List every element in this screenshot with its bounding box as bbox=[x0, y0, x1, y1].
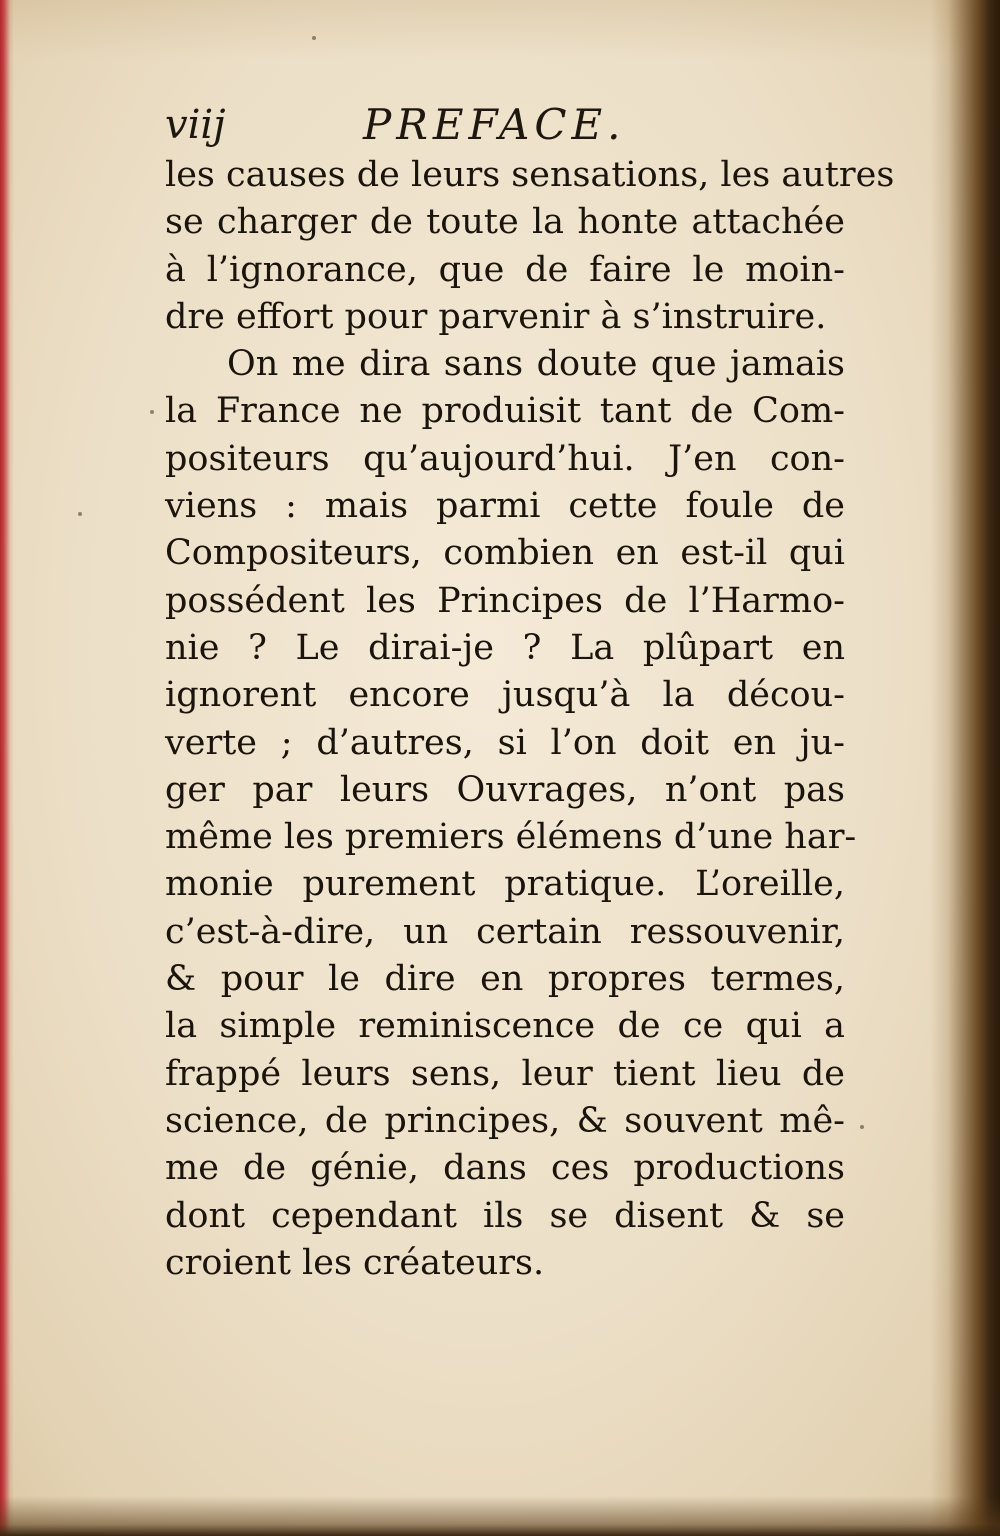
text-line: Compositeurs, combien en est-il qui bbox=[165, 533, 845, 574]
text-line: la France ne produisit tant de Com- bbox=[165, 391, 845, 432]
paper-speck bbox=[860, 1125, 864, 1129]
text-line: croient les créateurs. bbox=[165, 1242, 545, 1283]
text-line: verte ; d’autres, si l’on doit en ju- bbox=[165, 722, 845, 763]
text-line: dre effort pour parvenir à s’instruire. bbox=[165, 296, 827, 337]
text-line: ignorent encore jusqu’à la décou- bbox=[165, 675, 845, 716]
text-line: & pour le dire en propres termes, bbox=[165, 959, 845, 1000]
paper-speck bbox=[150, 410, 154, 414]
text-line: viens : mais parmi cette foule de bbox=[165, 486, 845, 527]
text-line: dont cependant ils se disent & se bbox=[165, 1195, 845, 1236]
text-line: science, de principes, & souvent mê- bbox=[165, 1100, 845, 1141]
page-header bbox=[165, 100, 825, 150]
text-line: monie purement pratique. L’oreille, bbox=[165, 864, 845, 905]
text-line: possédent les Principes de l’Harmo- bbox=[165, 580, 845, 621]
text-line: nie ? Le dirai-je ? La plûpart en bbox=[165, 627, 845, 668]
bottom-edge-shadow bbox=[0, 1496, 1000, 1536]
page-number: viij bbox=[165, 102, 226, 148]
text-line: ger par leurs Ouvrages, n’ont pas bbox=[165, 769, 845, 810]
text-line: positeurs qu’aujourd’hui. J’en con- bbox=[165, 438, 845, 479]
text-line: les causes de leurs sensations, les autres bbox=[165, 155, 895, 195]
text-line: me de génie, dans ces productions bbox=[165, 1148, 845, 1189]
paper-speck bbox=[78, 512, 82, 516]
text-line: c’est-à-dire, un certain ressouvenir, bbox=[165, 911, 845, 952]
running-head: PREFACE. bbox=[363, 100, 626, 149]
text-line: la simple reminiscence de ce qui a bbox=[165, 1006, 845, 1047]
binding-edge-shadow bbox=[930, 0, 1000, 1536]
paper-stain bbox=[0, 0, 1000, 60]
red-page-edge bbox=[0, 0, 14, 1536]
text-line: se charger de toute la honte attachée bbox=[165, 202, 845, 243]
text-line: frappé leurs sens, leur tient lieu de bbox=[165, 1053, 845, 1094]
paper-speck bbox=[312, 36, 316, 40]
text-line: à l’ignorance, que de faire le moin- bbox=[165, 249, 845, 290]
body-text bbox=[165, 152, 895, 1287]
text-line: même les premiers élémens d’une har- bbox=[165, 817, 857, 858]
text-line: On me dira sans doute que jamais bbox=[227, 344, 845, 385]
